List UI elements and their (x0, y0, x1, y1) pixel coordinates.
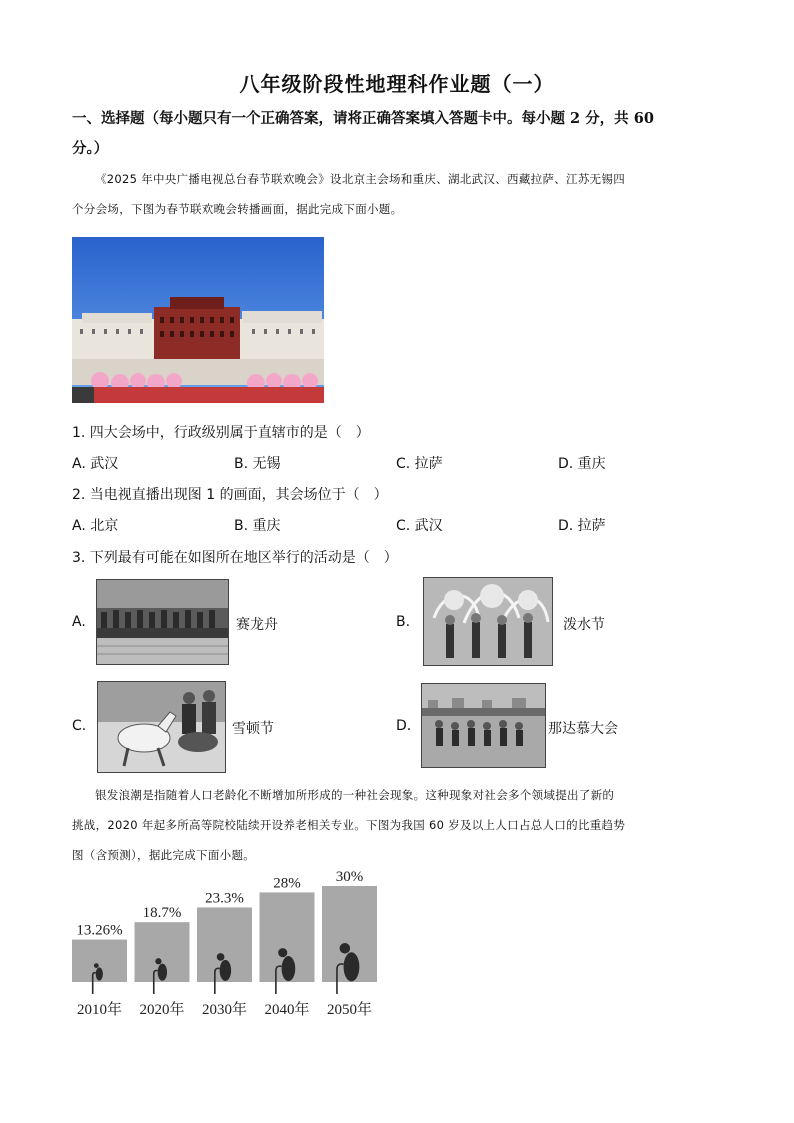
section-heading-line1: 一、选择题（每小题只有一个正确答案，请将正确答案填入答题卡中。每小题 2 分，共 60 (72, 110, 654, 127)
q3-option-a-letter[interactable]: A. (72, 614, 86, 630)
category-label: 2010年 (76, 1002, 123, 1018)
question-2-stem: 2. 当电视直播出现图 1 的画面，其会场位于（ ） (72, 487, 388, 503)
question-1-stem: 1. 四大会场中，行政级别属于直辖市的是（ ） (72, 425, 370, 441)
q3-option-d-letter[interactable]: D. (396, 718, 412, 734)
bar-value-label: 18.7% (142, 905, 182, 922)
q3-option-b-caption: 泼水节 (563, 617, 605, 633)
category-label: 2050年 (326, 1002, 373, 1018)
q3-option-c-caption: 雪顿节 (232, 721, 274, 737)
bar-value-label: 13.26% (76, 922, 123, 939)
aging-population-chart (64, 866, 394, 1026)
q2-option-c[interactable]: C. 武汉 (396, 518, 443, 534)
q3-option-d-caption: 那达慕大会 (548, 721, 618, 737)
water-splashing-photo[interactable] (423, 577, 553, 666)
bar-value-label: 28% (273, 875, 301, 892)
passage-2 (72, 780, 722, 870)
category-label: 2040年 (264, 1002, 310, 1018)
q3-option-b-letter[interactable]: B. (396, 614, 411, 630)
naadam-photo[interactable] (421, 683, 546, 768)
question-3-stem: 3. 下列最有可能在如图所在地区举行的活动是（ ） (72, 550, 398, 566)
q2-option-a[interactable]: A. 北京 (72, 518, 119, 534)
q3-option-c-letter[interactable]: C. (72, 718, 87, 734)
section-heading (72, 104, 722, 164)
passage-1-line2: 个分会场，下图为春节联欢晚会转播画面，据此完成下面小题。 (72, 202, 403, 216)
passage-1-line1: 《2025 年中央广播电视总台春节联欢晚会》设北京主会场和重庆、湖北武汉、西藏拉萨、江苏无锡四 (95, 172, 626, 186)
category-label: 2020年 (139, 1002, 185, 1018)
page-title: 八年级阶段性地理科作业题（一） (239, 72, 555, 96)
bar-value-label: 30% (335, 869, 364, 885)
broadcast-photo (72, 237, 324, 403)
passage-2-line3: 图（含预测），据此完成下面小题。 (72, 848, 256, 862)
passage-2-line2: 挑战，2020 年起多所高等院校陆续开设养老相关专业。下图为我国 60 岁及以上人口占总人口的比重趋势 (72, 818, 626, 832)
passage-1 (72, 164, 722, 224)
shoton-festival-photo[interactable] (97, 681, 226, 773)
category-label: 2030年 (201, 1002, 248, 1018)
q1-option-d[interactable]: D. 重庆 (558, 456, 606, 472)
q2-option-b[interactable]: B. 重庆 (234, 518, 281, 534)
q1-option-a[interactable]: A. 武汉 (72, 456, 119, 472)
q2-option-d[interactable]: D. 拉萨 (558, 518, 606, 534)
passage-2-line1: 银发浪潮是指随着人口老龄化不断增加所形成的一种社会现象。这种现象对社会多个领域提出了新的 (95, 788, 615, 802)
q1-option-c[interactable]: C. 拉萨 (396, 456, 443, 472)
bar-value-label: 23.3% (205, 890, 244, 907)
q3-option-a-caption: 赛龙舟 (236, 617, 278, 633)
dragon-boat-photo[interactable] (96, 579, 229, 665)
q1-option-b[interactable]: B. 无锡 (234, 456, 281, 472)
section-heading-line2: 分。） (72, 140, 109, 157)
